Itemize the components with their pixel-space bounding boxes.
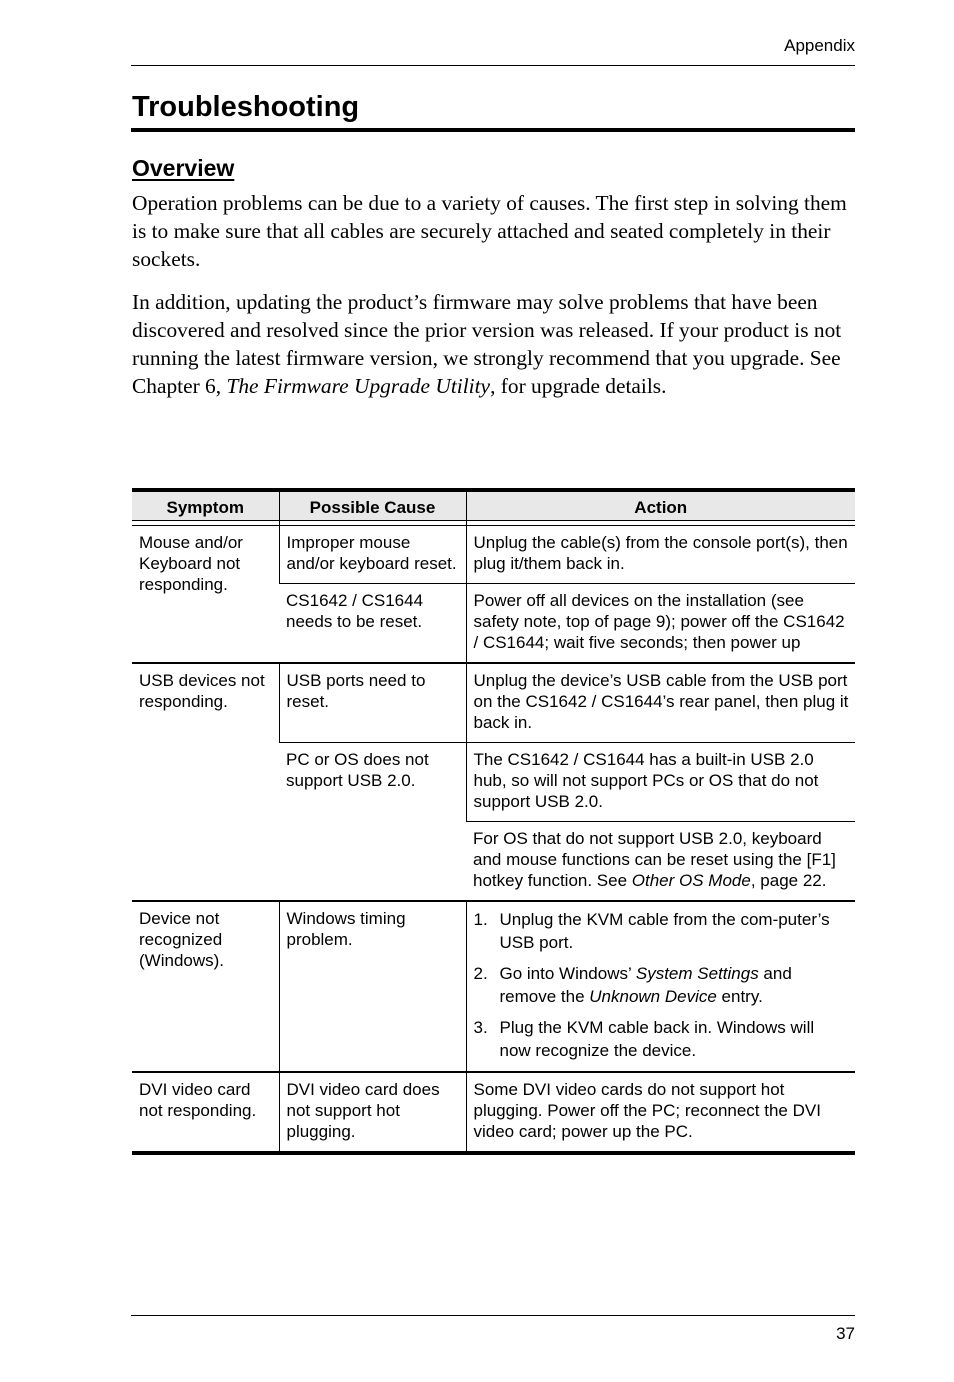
title-divider	[131, 128, 855, 132]
column-header-action: Action	[466, 490, 855, 521]
step-text-part: Go into Windows’	[499, 964, 636, 983]
cause-cell: PC or OS does not support USB 2.0.	[279, 743, 466, 902]
table-row	[132, 901, 855, 1072]
action-cell: Unplug the cable(s) from the console port(s), then plug it/them back in.	[466, 526, 855, 584]
symptom-cell: Device not recognized (Windows).	[132, 901, 279, 1072]
section-subtitle: Overview	[132, 155, 235, 181]
action-cell: The CS1642 / CS1644 has a built-in USB 2.0 hub, so will not support PCs or OS that do not support USB 2.0.	[466, 743, 855, 822]
cause-cell: Windows timing problem.	[279, 901, 466, 1072]
symptom-cell: USB devices not responding.	[132, 663, 279, 901]
action-cell	[466, 822, 855, 902]
page-title: Troubleshooting	[132, 91, 360, 123]
symptom-cell: DVI video card not responding.	[132, 1072, 279, 1153]
overview-paragraph-1: Operation problems can be due to a variety of causes. The first step in solving them is to make sure that all cables are securely attached and seated completely in their sockets.	[132, 191, 847, 271]
action-text-start: For OS that do not support USB 2.0, keyboard and mouse functions can be reset using the [F1] hotkey function. See	[473, 829, 836, 890]
step-text-part: entry.	[716, 987, 763, 1006]
action-cell: Unplug the device’s USB cable from the USB port on the CS1642 / CS1644’s rear panel, then plug it back in.	[466, 663, 855, 743]
step-text	[500, 962, 850, 1008]
step-text: Plug the KVM cable back in. Windows will now recognize the device.	[499, 1018, 815, 1060]
paragraph-2-text-end: , for upgrade details.	[490, 374, 667, 398]
cause-cell: CS1642 / CS1644 needs to be reset.	[279, 584, 466, 664]
symptom-cell: Mouse and/or Keyboard not responding.	[132, 526, 279, 664]
list-item	[474, 908, 850, 954]
action-cell	[466, 901, 855, 1072]
step-text: Unplug the KVM cable from the com-puter’s USB port.	[499, 910, 830, 952]
overview-paragraph-2	[132, 288, 856, 400]
action-text-end: , page 22.	[750, 871, 827, 890]
cause-cell: Improper mouse and/or keyboard reset.	[279, 526, 466, 584]
header-divider	[131, 65, 855, 66]
list-item	[474, 1016, 850, 1062]
list-item	[474, 962, 850, 1008]
column-header-symptom: Symptom	[132, 490, 279, 521]
column-header-cause: Possible Cause	[279, 490, 466, 521]
action-cell: Some DVI video cards do not support hot plugging. Power off the PC; reconnect the DVI video card; power up the PC.	[466, 1072, 855, 1153]
unknown-device-reference: Unknown Device	[589, 987, 717, 1006]
footer-divider	[131, 1315, 855, 1316]
step-number: 2.	[473, 964, 488, 983]
table-row	[132, 663, 855, 743]
step-text-part: and remove the	[499, 964, 792, 1006]
cause-cell: DVI video card does not support hot plugging.	[279, 1072, 466, 1153]
other-os-mode-reference: Other OS Mode	[631, 871, 751, 890]
page-number: 37	[836, 1324, 855, 1343]
table-row	[132, 1072, 855, 1153]
cause-cell: USB ports need to reset.	[279, 663, 466, 743]
step-number: 3.	[473, 1018, 488, 1037]
firmware-utility-reference: The Firmware Upgrade Utility	[226, 374, 491, 398]
troubleshooting-table-wrapper	[132, 488, 855, 1155]
troubleshooting-table	[132, 488, 855, 1155]
action-cell: Power off all devices on the installation (see safety note, top of page 9); power off the CS1642 / CS1644; wait five seconds; then power up	[466, 584, 855, 664]
paragraph-2-text-start: In addition, updating the product’s firmware may solve problems that have been discovered and resolved since the prior version was released. If your product is not running the latest firmware version, we strongly recommend that you upgrade. See Chapter 6,	[132, 290, 842, 398]
table-row	[132, 526, 855, 584]
steps-list	[474, 908, 850, 1062]
table-header-row	[132, 490, 855, 521]
system-settings-reference: System Settings	[635, 964, 759, 983]
section-header: Appendix	[784, 36, 855, 55]
step-number: 1.	[473, 910, 488, 929]
